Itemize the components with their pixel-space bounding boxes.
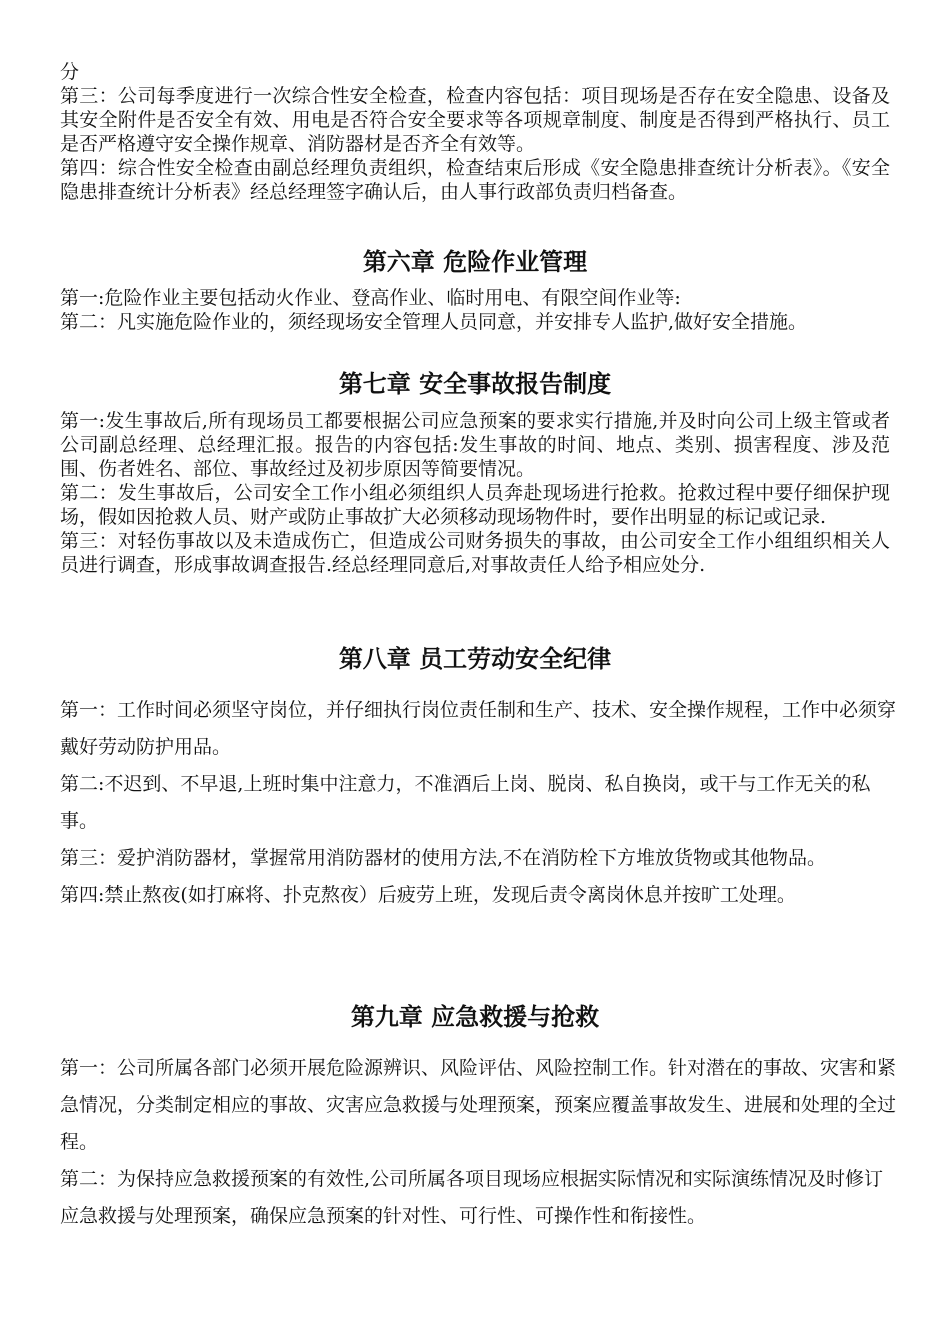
chapter7-section	[60, 409, 890, 577]
chapter9-article-2: 第二：为保持应急救援预案的有效性,公司所属各项目现场应根据实际情况和实际演练情况及时修订应急救援与处理预案，确保应急预案的针对性、可行性、可操作性和衔接性。	[60, 1168, 884, 1227]
continued-paragraph-fragment: 分	[60, 61, 80, 83]
chapter8-article-4: 第四:禁止熬夜(如打麻将、扑克熬夜）后疲劳上班，发现后责令离岗休息并按旷工处理。	[60, 884, 796, 906]
chapter7-title: 第七章 安全事故报告制度	[338, 370, 612, 398]
chapter5-tail-section	[60, 60, 890, 204]
chapter5-article-4: 第四：综合性安全检查由副总经理负责组织，检查结束后形成《安全隐患排查统计分析表》。《安全隐患排查统计分析表》经总经理签字确认后，由人事行政部负责归档备查。	[60, 157, 890, 203]
chapter8-section	[60, 692, 900, 914]
chapter6-title: 第六章 危险作业管理	[362, 248, 588, 276]
chapter7-article-2: 第二：发生事故后，公司安全工作小组必须组织人员奔赴现场进行抢救。抢救过程中要仔细保护现场，假如因抢救人员、财产或防止事故扩大必须移动现场物件时，要作出明显的标记或记录.	[60, 482, 890, 528]
chapter9-title: 第九章 应急救援与抢救	[350, 1003, 600, 1031]
chapter8-title: 第八章 员工劳动安全纪律	[338, 645, 612, 673]
chapter8-article-3: 第三：爱护消防器材，掌握常用消防器材的使用方法,不在消防栓下方堆放货物或其他物品。	[60, 847, 827, 869]
chapter9-article-1: 第一：公司所属各部门必须开展危险源辨识、风险评估、风险控制工作。针对潜在的事故、灾害和紧急情况，分类制定相应的事故、灾害应急救援与处理预案，预案应覆盖事故发生、进展和处理的全过程。	[60, 1057, 897, 1153]
chapter6-section	[60, 286, 890, 334]
chapter7-article-3: 第三：对轻伤事故以及未造成伤亡，但造成公司财务损失的事故，由公司安全工作小组组织相关人员进行调查，形成事故调查报告.经总经理同意后,对事故责任人给予相应处分.	[60, 530, 890, 576]
chapter8-article-1: 第一：工作时间必须坚守岗位，并仔细执行岗位责任制和生产、技术、安全操作规程，工作中必须穿戴好劳动防护用品。	[60, 699, 897, 758]
chapter6-article-2: 第二：凡实施危险作业的，须经现场安全管理人员同意，并安排专人监护,做好安全措施。	[60, 311, 808, 333]
chapter9-section	[60, 1050, 900, 1235]
chapter6-article-1: 第一:危险作业主要包括动火作业、登高作业、临时用电、有限空间作业等:	[60, 287, 681, 309]
chapter5-article-3: 第三：公司每季度进行一次综合性安全检查，检查内容包括：项目现场是否存在安全隐患、设备及其安全附件是否安全有效、用电是否符合安全要求等各项规章制度、制度是否得到严格执行、员工是否严格遵守安全操作规章、消防器材是否齐全有效等。	[60, 85, 890, 155]
chapter8-article-2: 第二:不迟到、不早退,上班时集中注意力，不准酒后上岗、脱岗、私自换岗，或干与工作无关的私事。	[60, 773, 871, 832]
chapter7-article-1: 第一:发生事故后,所有现场员工都要根据公司应急预案的要求实行措施,并及时向公司上级主管或者公司副总经理、总经理汇报。报告的内容包括:发生事故的时间、地点、类别、损害程度、涉及范围、伤者姓名、部位、事故经过及初步原因等简要情况。	[60, 410, 890, 480]
